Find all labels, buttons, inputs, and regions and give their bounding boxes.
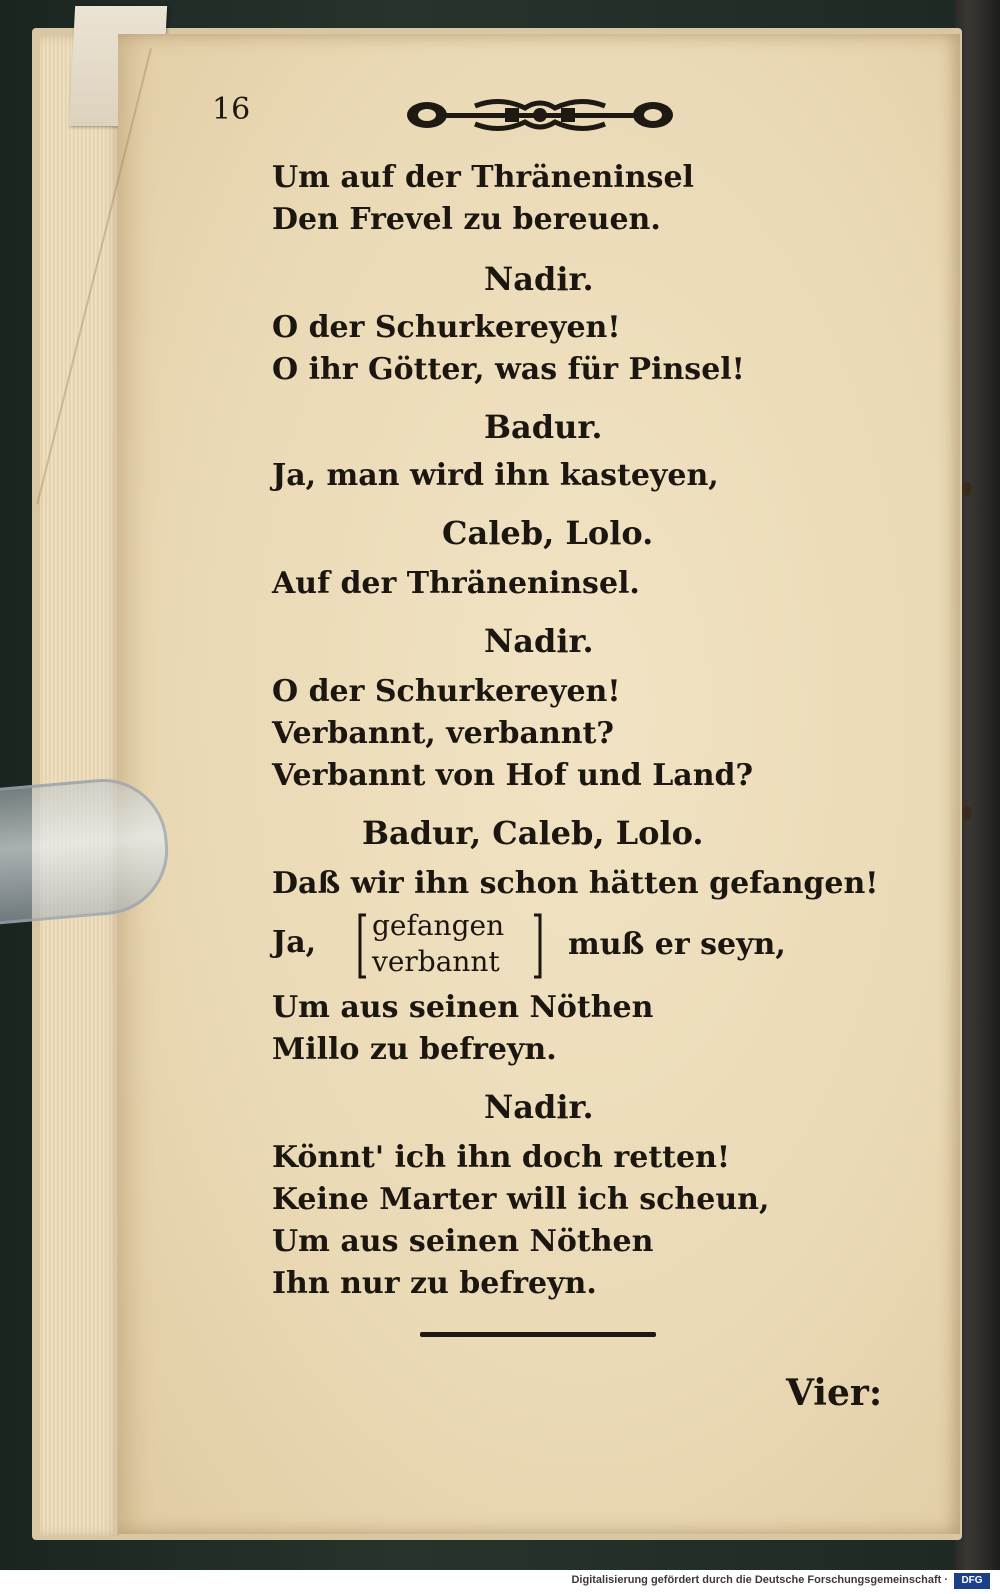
verse-line: Den Frevel zu bereuen. <box>272 202 661 237</box>
footer-bar <box>0 1570 1000 1594</box>
verse-line: O ihr Götter, was für Pinsel! <box>272 352 745 387</box>
catchword: Vier: <box>786 1372 883 1414</box>
speaker-name: Caleb, Lolo. <box>442 514 654 552</box>
brace-tail-text: muß er seyn, <box>568 927 786 962</box>
verse-line: Könnt' ich ihn doch retten! <box>272 1140 731 1175</box>
verse-line: Keine Marter will ich scheun, <box>272 1182 770 1217</box>
verse-line: O der Schurkereyen! <box>272 310 621 345</box>
speaker-name: Nadir. <box>484 260 594 298</box>
page-number: 16 <box>212 92 251 127</box>
speaker-name: Nadir. <box>484 1088 594 1126</box>
binding-hole <box>962 482 972 496</box>
verse-line: Ja, man wird ihn kasteyen, <box>272 458 719 493</box>
verse-line: Ihn nur zu befreyn. <box>272 1266 597 1301</box>
dfg-logo: DFG <box>954 1573 990 1589</box>
verse-line: Verbannt, verbannt? <box>272 716 614 751</box>
brace-lead-word: Ja, <box>272 925 317 960</box>
verse-line: Auf der Thräneninsel. <box>272 566 640 601</box>
verse-line: Um aus seinen Nöthen <box>272 1224 654 1259</box>
brace-alternatives <box>272 905 792 985</box>
binding-hole <box>962 806 972 820</box>
verse-line: Um aus seinen Nöthen <box>272 990 654 1025</box>
speaker-name: Badur. <box>484 408 603 446</box>
brace-option: verbannt <box>372 945 500 978</box>
verse-line: Verbannt von Hof und Land? <box>272 758 754 793</box>
end-rule <box>420 1332 656 1337</box>
verse-line: O der Schurkereyen! <box>272 674 621 709</box>
verse-line: Daß wir ihn schon hätten gefangen! <box>272 866 879 901</box>
decorative-headpiece-icon <box>405 96 675 136</box>
speaker-name: Nadir. <box>484 622 594 660</box>
verse-line: Millo zu befreyn. <box>272 1032 557 1067</box>
verse-line: Um auf der Thräneninsel <box>272 160 694 195</box>
footer-credit: Digitalisierung gefördert durch die Deutsche Forschungsgemeinschaft · <box>571 1574 948 1586</box>
brace-option: gefangen <box>372 909 505 942</box>
speaker-name: Badur, Caleb, Lolo. <box>362 814 704 852</box>
